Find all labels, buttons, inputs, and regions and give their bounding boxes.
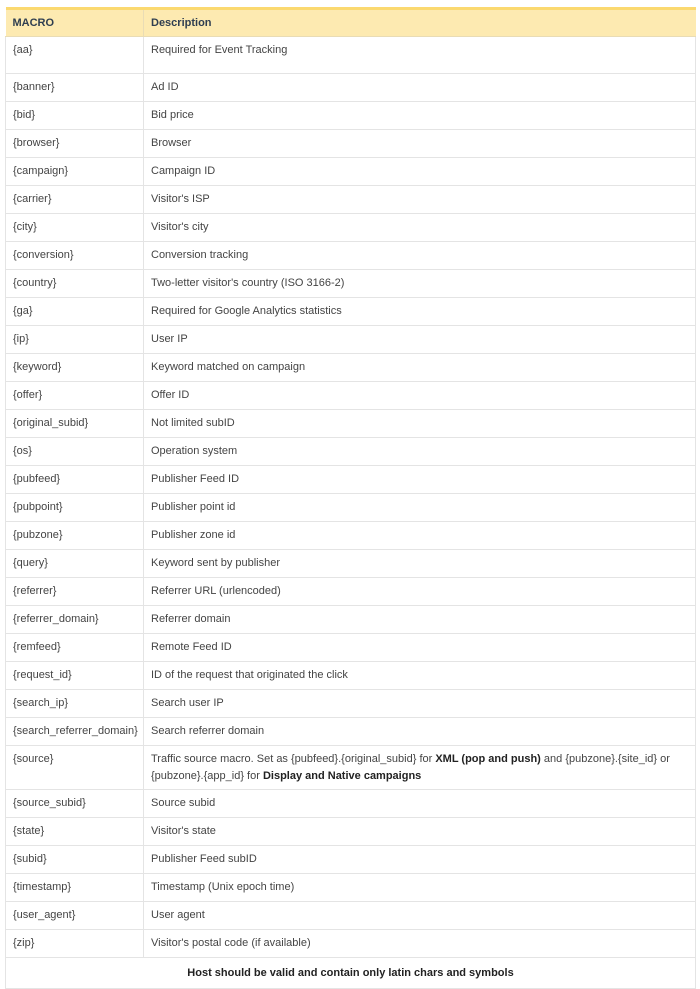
table-row: [6, 550, 696, 578]
table-row: [6, 874, 696, 902]
macro-cell: {aa}: [6, 37, 144, 74]
macro-cell: {zip}: [6, 930, 144, 958]
description-cell: Referrer URL (urlencoded): [144, 578, 696, 606]
macro-cell: {source_subid}: [6, 790, 144, 818]
description-cell: Search referrer domain: [144, 718, 696, 746]
table-row: [6, 930, 696, 958]
macro-cell: {search_ip}: [6, 690, 144, 718]
macro-cell: {banner}: [6, 74, 144, 102]
table-row: [6, 438, 696, 466]
table-row: [6, 790, 696, 818]
macro-cell: {subid}: [6, 846, 144, 874]
table-row: [6, 37, 696, 74]
macro-cell: {os}: [6, 438, 144, 466]
description-emphasis: XML (pop and push): [435, 753, 541, 765]
table-header-row: [6, 9, 696, 37]
description-cell: Visitor's postal code (if available): [144, 930, 696, 958]
description-cell: Publisher Feed ID: [144, 466, 696, 494]
macro-cell: {timestamp}: [6, 874, 144, 902]
macros-table: [5, 7, 696, 989]
macro-cell: {user_agent}: [6, 902, 144, 930]
description-cell: User agent: [144, 902, 696, 930]
table-body: [6, 37, 696, 958]
description-cell: Publisher zone id: [144, 522, 696, 550]
table-row: [6, 578, 696, 606]
column-header-macro: MACRO: [6, 9, 144, 37]
macro-cell: {city}: [6, 214, 144, 242]
description-cell: Source subid: [144, 790, 696, 818]
macro-cell: {pubfeed}: [6, 466, 144, 494]
table-row: [6, 102, 696, 130]
table-row: [6, 466, 696, 494]
macro-cell: {carrier}: [6, 186, 144, 214]
description-cell: Keyword matched on campaign: [144, 354, 696, 382]
table-row: [6, 718, 696, 746]
description-cell: Conversion tracking: [144, 242, 696, 270]
description-cell: Publisher Feed subID: [144, 846, 696, 874]
description-cell: Campaign ID: [144, 158, 696, 186]
description-text: and {pubzone}.{site_id} or {pubzone}.{app_id} for: [151, 753, 670, 782]
table-row: [6, 326, 696, 354]
table-row: [6, 382, 696, 410]
macro-cell: {pubzone}: [6, 522, 144, 550]
description-cell: Offer ID: [144, 382, 696, 410]
description-text: Traffic source macro. Set as {pubfeed}.{original_subid} for: [151, 753, 436, 765]
macro-cell: {state}: [6, 818, 144, 846]
macro-cell: {bid}: [6, 102, 144, 130]
description-cell: Required for Google Analytics statistics: [144, 298, 696, 326]
description-cell: Visitor's state: [144, 818, 696, 846]
description-cell: Browser: [144, 130, 696, 158]
table-row: [6, 522, 696, 550]
macro-cell: {request_id}: [6, 662, 144, 690]
table-row: [6, 690, 696, 718]
description-cell: Keyword sent by publisher: [144, 550, 696, 578]
macro-cell: {conversion}: [6, 242, 144, 270]
description-cell: Visitor's ISP: [144, 186, 696, 214]
macro-cell: {pubpoint}: [6, 494, 144, 522]
macro-cell: {source}: [6, 746, 144, 790]
description-cell: Bid price: [144, 102, 696, 130]
description-cell: Timestamp (Unix epoch time): [144, 874, 696, 902]
footer-note: Host should be valid and contain only latin chars and symbols: [6, 958, 696, 989]
macro-cell: {original_subid}: [6, 410, 144, 438]
macro-cell: {referrer}: [6, 578, 144, 606]
macro-cell: {browser}: [6, 130, 144, 158]
footer-row: [6, 958, 696, 989]
description-cell: Ad ID: [144, 74, 696, 102]
table-row: [6, 818, 696, 846]
table-row: [6, 270, 696, 298]
description-cell: User IP: [144, 326, 696, 354]
description-cell: [144, 746, 696, 790]
table-row: [6, 410, 696, 438]
description-cell: Operation system: [144, 438, 696, 466]
table-row: [6, 494, 696, 522]
description-cell: Required for Event Tracking: [144, 37, 696, 74]
macro-cell: {referrer_domain}: [6, 606, 144, 634]
table-row: [6, 214, 696, 242]
description-cell: Two-letter visitor's country (ISO 3166-2): [144, 270, 696, 298]
table-row: [6, 74, 696, 102]
description-cell: Referrer domain: [144, 606, 696, 634]
description-cell: Search user IP: [144, 690, 696, 718]
table-row: [6, 298, 696, 326]
description-cell: ID of the request that originated the click: [144, 662, 696, 690]
column-header-description: Description: [144, 9, 696, 37]
macro-cell: {campaign}: [6, 158, 144, 186]
table-row: [6, 354, 696, 382]
macro-cell: {query}: [6, 550, 144, 578]
table-row: [6, 846, 696, 874]
macro-cell: {remfeed}: [6, 634, 144, 662]
description-cell: Publisher point id: [144, 494, 696, 522]
description-cell: Visitor's city: [144, 214, 696, 242]
description-emphasis: Display and Native campaigns: [262, 770, 422, 782]
table-row: [6, 130, 696, 158]
macro-cell: {keyword}: [6, 354, 144, 382]
description-cell: Remote Feed ID: [144, 634, 696, 662]
table-row-source: [6, 746, 696, 790]
table-row: [6, 662, 696, 690]
table-row: [6, 606, 696, 634]
table-row: [6, 158, 696, 186]
macro-cell: {offer}: [6, 382, 144, 410]
macro-cell: {country}: [6, 270, 144, 298]
table-row: [6, 902, 696, 930]
table-row: [6, 186, 696, 214]
description-cell: Not limited subID: [144, 410, 696, 438]
table-row: [6, 634, 696, 662]
macro-cell: {ip}: [6, 326, 144, 354]
macro-cell: {ga}: [6, 298, 144, 326]
table-row: [6, 242, 696, 270]
macro-cell: {search_referrer_domain}: [6, 718, 144, 746]
